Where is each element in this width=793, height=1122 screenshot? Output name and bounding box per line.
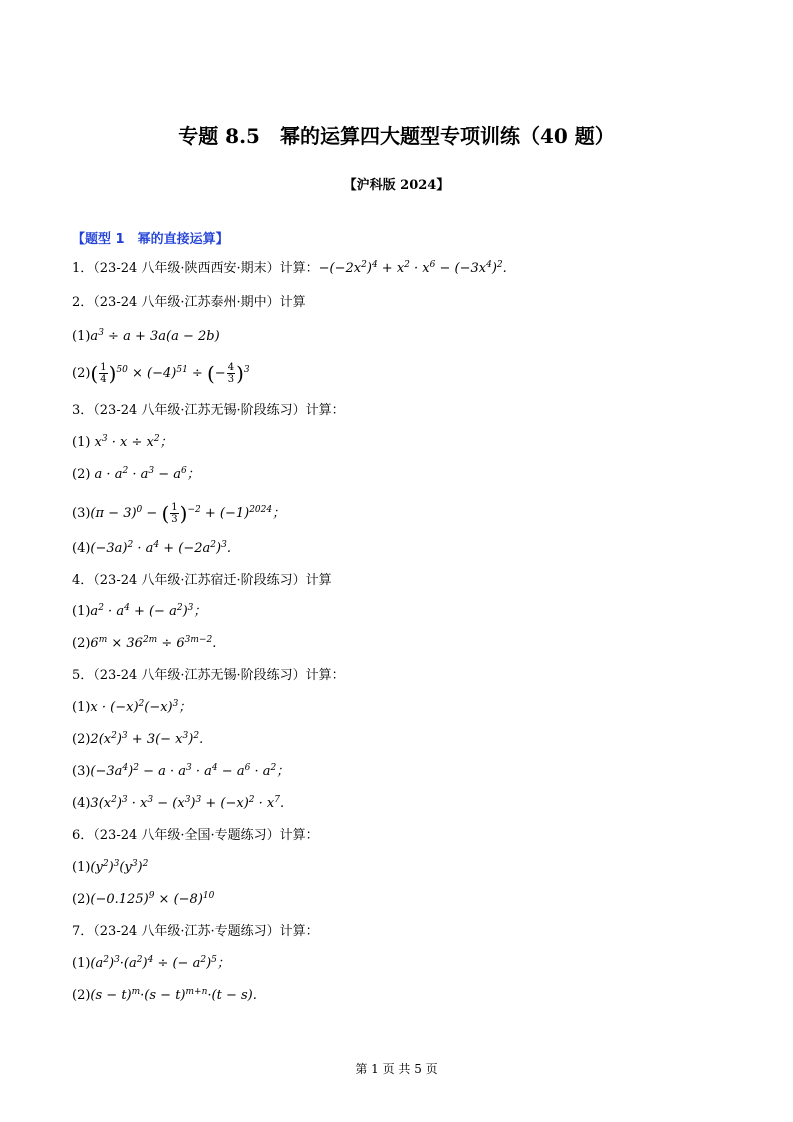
page-title: 专题 8.5 幂的运算四大题型专项训练（40 题） [178, 124, 615, 148]
page-footer: 第 1 页 共 5 页 [355, 1062, 438, 1076]
question-4-source: 4．（23-24 八年级·江苏宿迁·阶段练习）计算 [72, 573, 332, 588]
question-2-part-1: $(1)a^3 \div a + 3a(a - 2b)$ [72, 328, 220, 344]
question-5-source: 5．（23-24 八年级·江苏无锡·阶段练习）计算： [72, 668, 345, 683]
question-3-source: 3．（23-24 八年级·江苏无锡·阶段练习）计算： [72, 403, 345, 418]
question-5-part-2: $(2)2(x^2)^3 + 3(- x^3)^2$. [72, 731, 204, 747]
question-7-source: 7．（23-24 八年级·江苏·专题练习）计算： [72, 924, 319, 939]
question-6-part-2: $(2)(-0.125)^9 \times (-8)^{10}$ [72, 891, 215, 907]
question-4-part-1: $(1)a^2 \cdot a^4$ + (− $a^2)^3$； [72, 603, 207, 619]
edition-label: 【沪科版 2024】 [343, 178, 450, 193]
question-4 [72, 574, 332, 587]
question-2 [72, 296, 306, 309]
question-3 [72, 404, 345, 417]
question-6-source: 6．（23-24 八年级·全国·专题练习）计算： [72, 828, 319, 843]
question-5-part-1: $(1)x \cdot (-x)^2(-x)^3$； [72, 699, 192, 715]
question-2-part-2: (2)( $\frac{1}{4}$ )$^{50} \times (-4)^{51}$ ÷ (− $\frac{4}{3}$ )$^3$ [72, 361, 250, 386]
question-1-expression: $-(-2x^2)^4 + x^2 \cdot x^6 - (-3x^4)^2$. [318, 260, 507, 276]
question-3-part-1: (1) $x^3 \cdot x \div x^2$； [72, 434, 173, 450]
question-3-part-4: $(4)(-3a)^2 \cdot a^4 + (-2a^2)^3$. [72, 540, 231, 556]
question-3-part-2: (2) $a \cdot a^2 \cdot a^3 - a^6$； [72, 466, 200, 482]
question-2-source: 2．（23-24 八年级·江苏泰州·期中）计算 [72, 295, 306, 310]
question-7-part-1: $(1)(a^2)^3\cdot(a^2)^4$ ÷ (− $a^2)^5$； [72, 955, 230, 971]
question-7-part-2: $(2)(s - t)^m\cdot(s - t)^{m+n}\cdot(t - s)$. [72, 987, 257, 1003]
question-1-source: 1．（23-24 八年级·陕西西安·期末）计算： [72, 261, 319, 276]
question-1 [72, 262, 507, 275]
question-6 [72, 829, 319, 842]
question-6-part-1: $(1)(y^2)^3(y^3)^2$ [72, 859, 149, 875]
question-5-part-3: $(3)(-3a^4)^2 - a \cdot a^3 \cdot a^4 - a^6 \cdot a^2$； [72, 763, 290, 779]
question-5-part-4: $(4)3(x^2)^3 \cdot x^3 - (x^3)^3 + (-x)^2 \cdot x^7$. [72, 795, 285, 811]
question-5 [72, 669, 345, 682]
section-heading: 【题型 1 幂的直接运算】 [72, 232, 229, 247]
question-7 [72, 925, 319, 938]
question-4-part-2: $(2)6^m \times 36^{2m} \div 6^{3m-2}$. [72, 635, 217, 651]
question-3-part-3: $(3)(\pi - 3)^0$ − ( $\frac{1}{3}$ )$^{-2} + (-1)^{2024}$； [72, 501, 286, 526]
